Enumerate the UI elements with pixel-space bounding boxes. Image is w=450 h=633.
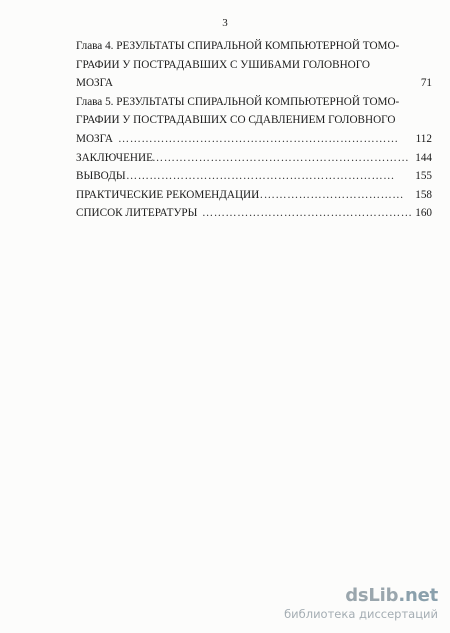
toc-entry-bibliography bbox=[76, 204, 432, 223]
toc-leader-dots: ………………………………… bbox=[252, 188, 404, 201]
page-number: 3 bbox=[222, 17, 228, 29]
toc-entry-page: 144 bbox=[415, 151, 432, 164]
toc-chapter4-title-part1: Глава 4. РЕЗУЛЬТАТЫ СПИРАЛЬНОЙ КОМПЬЮТЕРНОЙ ТОМО- bbox=[76, 40, 400, 52]
toc-chapter4-line3 bbox=[76, 74, 432, 93]
toc-chapter4-line1 bbox=[76, 37, 432, 56]
toc-entry-recommendations bbox=[76, 186, 432, 205]
toc-chapter4-line2 bbox=[76, 56, 432, 75]
toc-chapter4-title-part3: МОЗГА bbox=[76, 77, 113, 90]
toc-chapter5-title-part2: ГРАФИИ У ПОСТРАДАВШИХ СО СДАВЛЕНИЕМ ГОЛОВНОГО bbox=[76, 114, 396, 127]
toc-entry-findings bbox=[76, 167, 432, 186]
toc-chapter5-title-part1: Глава 5. РЕЗУЛЬТАТЫ СПИРАЛЬНОЙ КОМПЬЮТЕРНОЙ ТОМО- bbox=[76, 95, 400, 108]
toc-entry-title: ВЫВОДЫ bbox=[76, 170, 126, 183]
watermark-subtitle: библиотека диссертаций bbox=[284, 607, 438, 621]
logo-main-text: dsLib bbox=[345, 585, 399, 606]
toc-entry-page: 160 bbox=[415, 207, 432, 220]
table-of-contents bbox=[76, 37, 432, 223]
dslib-logo bbox=[345, 585, 438, 606]
toc-entry-page: 158 bbox=[415, 188, 432, 201]
toc-leader-dots: ………………………………………………………… bbox=[152, 151, 410, 164]
toc-chapter4-page: 71 bbox=[420, 77, 432, 90]
dslib-watermark bbox=[268, 585, 438, 625]
toc-entry-title: ПРАКТИЧЕСКИЕ РЕКОМЕНДАЦИИ bbox=[76, 188, 260, 201]
toc-leader-dots: ……………………………………………………………… bbox=[118, 132, 399, 145]
logo-suffix-text: .net bbox=[398, 585, 438, 606]
toc-chapter4-title-part2: ГРАФИИ У ПОСТРАДАВШИХ С УШИБАМИ ГОЛОВНОГО bbox=[76, 58, 371, 71]
toc-entry-title: СПИСОК ЛИТЕРАТУРЫ bbox=[76, 207, 198, 220]
toc-entry-page: 155 bbox=[415, 170, 432, 183]
toc-leader-dots: …………………………………………………………… bbox=[126, 170, 395, 183]
toc-leader-dots: ……………………………………………… bbox=[202, 207, 413, 220]
toc-entry-title: ЗАКЛЮЧЕНИЕ bbox=[76, 151, 153, 164]
toc-entry-conclusion bbox=[76, 149, 432, 168]
toc-chapter5-line2 bbox=[76, 111, 432, 130]
toc-chapter5-page: 112 bbox=[415, 132, 432, 145]
toc-chapter5-line3 bbox=[76, 130, 432, 149]
toc-chapter5-title-part3: МОЗГА bbox=[76, 132, 113, 145]
toc-chapter5-line1 bbox=[76, 93, 432, 112]
